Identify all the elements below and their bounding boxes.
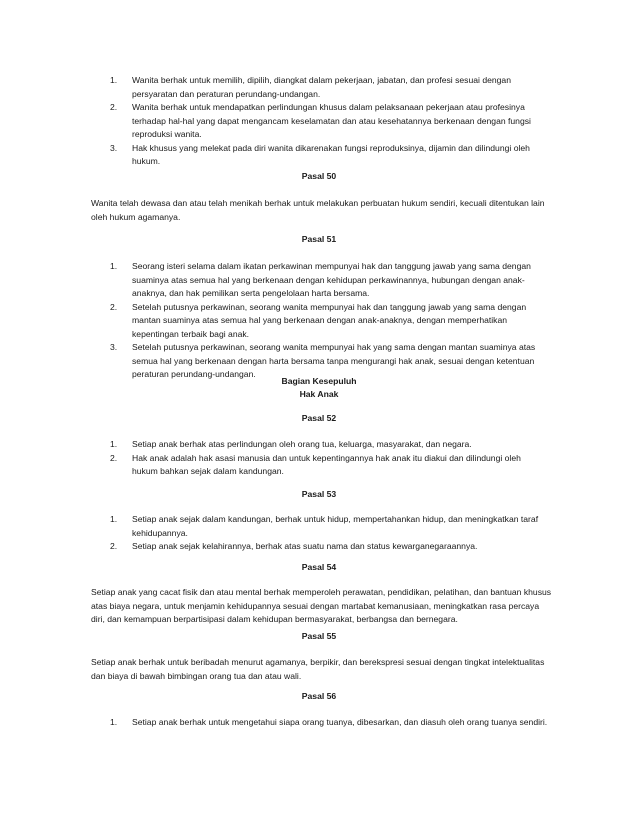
pasal-56-list <box>0 716 638 730</box>
list-item: 2. Setiap anak sejak kelahirannya, berhak atas suatu nama dan status kewarganegaraannya. <box>110 541 478 551</box>
pasal-52-title: Pasal 52 <box>301 413 337 423</box>
list-wanita-rights <box>0 74 638 169</box>
list-item-text: Hak anak adalah hak asasi manusia dan untuk kepentingannya hak anak itu diakui dan dilindungi oleh hukum bahkan sejak dalam kandungan. <box>132 452 521 476</box>
list-item: 1. Seorang isteri selama dalam ikatan perkawinan mempunyai hak dan tanggung jawab yang sama dengan suaminya atas semua hal yang berkenaan dengan kehidupan perkawinannya, hubungan dengan anak-anaknya, dan hak pemilikan serta pengelolaan harta bersama. <box>110 261 531 298</box>
list-item: 3. Setelah putusnya perkawinan, seorang wanita mempunyai hak yang sama dengan mantan suaminya atas semua hal yang berkenaan dengan harta bersama tanpa mengurangi hak anak, sesuai dengan ketentuan peraturan perundang-undangan. <box>110 342 536 379</box>
pasal-50-text: Wanita telah dewasa dan atau telah menikah berhak untuk melakukan perbuatan hukum sendiri, kecuali ditentukan lain oleh hukum agamanya. <box>91 198 545 222</box>
pasal-54-text: Setiap anak yang cacat fisik dan atau mental berhak memperoleh perawatan, pendidikan, pelatihan, dan bantuan khusus atas biaya negara, untuk menjamin kehidupannya sesuai dengan martabat kemanusiaan, meningkatkan rasa percaya diri, dan kemampuan berpartisipasi dalam kehidupan bermasyarakat, berbangsa dan bernegara. <box>91 587 552 624</box>
pasal-50-title: Pasal 50 <box>301 171 337 181</box>
pasal-53-list <box>0 513 638 554</box>
list-item-text: Setelah putusnya perkawinan, seorang wanita mempunyai hak dan tanggung jawab yang sama dengan mantan suaminya atas semua hal yang berkenaan dengan anak-anaknya, dengan memperhatikan kepentingan terbaik bagi anak. <box>132 301 527 339</box>
pasal-51-list <box>0 260 638 382</box>
list-item-text: Setiap anak berhak atas perlindungan oleh orang tua, keluarga, masyarakat, dan negara. <box>132 439 472 449</box>
list-item: 1. Wanita berhak untuk memilih, dipilih, diangkat dalam pekerjaan, jabatan, dan profesi sesuai dengan persyaratan dan peraturan perundang-undangan. <box>110 75 511 99</box>
list-item-text: Hak khusus yang melekat pada diri wanita dikarenakan fungsi reproduksinya, dijamin dan dilindungi oleh hukum. <box>132 142 530 166</box>
bagian-title: Bagian Kesepuluh <box>281 376 357 386</box>
list-item-text: Seorang isteri selama dalam ikatan perkawinan mempunyai hak dan tanggung jawab yang sama dengan suaminya atas semua hal yang berkenaan dengan kehidupan perkawinannya, hubungan dengan anak-anaknya, dan hak pemilikan serta pengelolaan harta bersama. <box>132 261 531 298</box>
pasal-52-list <box>0 438 638 479</box>
list-item: 2. Setelah putusnya perkawinan, seorang wanita mempunyai hak dan tanggung jawab yang sama dengan mantan suaminya atas semua hal yang berkenaan dengan anak-anaknya, dengan memperhatikan kepentingan terbaik bagi anak. <box>110 301 527 339</box>
list-item: 2. Wanita berhak untuk mendapatkan perlindungan khusus dalam pelaksanaan pekerjaan atau profesinya terhadap hal-hal yang dapat mengancam keselamatan dan atau kesehatannya berkenaan dengan fungsi reproduksi wanita. <box>110 102 531 139</box>
list-item-text: Wanita berhak untuk mendapatkan perlindungan khusus dalam pelaksanaan pekerjaan atau profesinya terhadap hal-hal yang dapat mengancam keselamatan dan atau kesehatannya berkenaan dengan fungsi reproduksi wanita. <box>132 102 531 139</box>
bagian-subtitle: Hak Anak <box>299 389 339 399</box>
list-item: 1. Setiap anak sejak dalam kandungan, berhak untuk hidup, mempertahankan hidup, dan meningkatkan taraf kehidupannya. <box>110 514 539 538</box>
list-item-text: Setiap anak sejak kelahirannya, berhak atas suatu nama dan status kewarganegaraannya. <box>132 541 478 551</box>
list-item-text: Setiap anak sejak dalam kandungan, berhak untuk hidup, mempertahankan hidup, dan meningkatkan taraf kehidupannya. <box>132 514 539 538</box>
list-item: 2. Hak anak adalah hak asasi manusia dan untuk kepentingannya hak anak itu diakui dan dilindungi oleh hukum bahkan sejak dalam kandungan. <box>110 452 521 476</box>
pasal-55-text: Setiap anak berhak untuk beribadah menurut agamanya, berpikir, dan berekspresi sesuai dengan tingkat intelektualitas dan biaya di bawah bimbingan orang tua dan atau wali. <box>91 657 545 681</box>
list-item: 1. Setiap anak berhak atas perlindungan oleh orang tua, keluarga, masyarakat, dan negara. <box>110 439 472 449</box>
pasal-56-title: Pasal 56 <box>301 691 337 701</box>
pasal-53-title: Pasal 53 <box>301 489 337 499</box>
pasal-55-title: Pasal 55 <box>301 631 337 641</box>
list-item: 1. Setiap anak berhak untuk mengetahui siapa orang tuanya, dibesarkan, dan diasuh oleh orang tuanya sendiri. <box>110 717 548 727</box>
list-item: 3. Hak khusus yang melekat pada diri wanita dikarenakan fungsi reproduksinya, dijamin dan dilindungi oleh hukum. <box>110 142 530 166</box>
list-item-text: Setelah putusnya perkawinan, seorang wanita mempunyai hak yang sama dengan mantan suaminya atas semua hal yang berkenaan dengan harta bersama tanpa mengurangi hak anak, sesuai dengan ketentuan peraturan perundang-undangan. <box>132 342 536 379</box>
list-item-text: Wanita berhak untuk memilih, dipilih, diangkat dalam pekerjaan, jabatan, dan profesi sesuai dengan persyaratan dan peraturan perundang-undangan. <box>132 75 511 99</box>
list-item-text: Setiap anak berhak untuk mengetahui siapa orang tuanya, dibesarkan, dan diasuh oleh orang tuanya sendiri. <box>132 717 548 727</box>
pasal-54-title: Pasal 54 <box>301 562 337 572</box>
pasal-51-title: Pasal 51 <box>301 234 337 244</box>
